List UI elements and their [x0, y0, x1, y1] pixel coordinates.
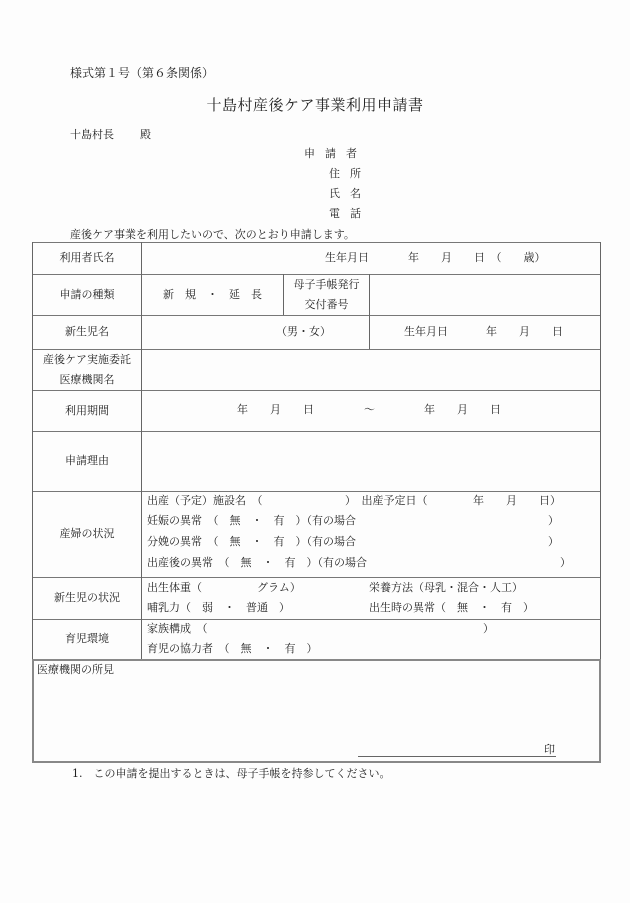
addressee — [70, 126, 151, 142]
form-number: 様式第１号（第６条関係） — [70, 66, 215, 80]
period-from[interactable]: 年 月 日 — [237, 403, 314, 416]
feeding-method[interactable]: 栄養方法（母乳・混合・人工） — [369, 581, 523, 594]
reason-field[interactable] — [142, 431, 600, 491]
postpartum-abnormal[interactable]: 出産後の異常 （ 無 ・ 有 ）（有の場合 — [147, 556, 367, 569]
application-type-options[interactable]: 新 規 ・ 延 長 — [163, 287, 262, 301]
seal-mark: 印 — [544, 743, 555, 756]
user-name-field[interactable] — [142, 242, 322, 274]
handbook-label-line1: 母子手帳発行 — [293, 277, 360, 291]
pregnancy-abnormal[interactable]: 妊娠の異常 （ 無 ・ 有 ）（有の場合 — [147, 514, 356, 527]
honorific: 殿 — [140, 128, 151, 141]
childcare-helper[interactable]: 育児の協力者 （ 無 ・ 有 ） — [147, 642, 318, 655]
signature-line[interactable] — [358, 756, 556, 757]
medical-opinion-box[interactable] — [32, 659, 601, 763]
user-name-label: 利用者氏名 — [59, 251, 115, 264]
medical-opinion-label: 医療機関の所見 — [37, 663, 114, 676]
pregnancy-abnormal-close: ） — [548, 514, 559, 527]
handbook-number-field[interactable] — [370, 274, 600, 315]
birth-abnormal[interactable]: 出生時の異常（ 無 ・ 有 ） — [369, 601, 534, 614]
newborn-birth-label: 生年月日 — [404, 325, 448, 338]
newborn-status-label: 新生児の状況 — [54, 591, 120, 604]
institution-field[interactable] — [142, 349, 600, 390]
institution-label — [33, 349, 141, 390]
postpartum-abnormal-close: ） — [560, 556, 571, 569]
handbook-label-line2: 交付番号 — [304, 297, 349, 311]
footnote: 1. この申請を提出するときは、母子手帳を持参してください。 — [72, 767, 391, 780]
newborn-name-label: 新生児名 — [65, 325, 109, 338]
reason-label: 申請理由 — [65, 454, 109, 467]
institution-label-line1: 産後ケア実施委託 — [43, 352, 131, 366]
applicant-phone-label: 電話 — [329, 207, 371, 220]
period-label: 利用期間 — [65, 403, 109, 417]
family-composition-close: ） — [483, 622, 494, 635]
application-type-label: 申請の種類 — [59, 287, 115, 301]
delivery-abnormal-close: ） — [548, 535, 559, 548]
sucking-power[interactable]: 哺乳力（ 弱 ・ 普通 ） — [147, 601, 290, 614]
delivery-abnormal[interactable]: 分娩の異常 （ 無 ・ 有 ）（有の場合 — [147, 535, 356, 548]
page-title: 十島村産後ケア事業利用申請書 — [206, 96, 424, 114]
newborn-sex[interactable]: （男・女） — [276, 325, 331, 338]
applicant-block — [304, 146, 371, 226]
user-birth-date[interactable]: 年 月 日 （ 歳） — [408, 251, 546, 264]
newborn-birth-date[interactable]: 年 月 日 — [486, 325, 563, 338]
addressee-name: 十島村長 — [70, 128, 114, 141]
family-composition[interactable]: 家族構成 （ — [147, 622, 208, 635]
user-birth-label: 生年月日 — [325, 251, 369, 264]
applicant-name-label: 氏名 — [329, 187, 371, 200]
period-to[interactable]: 年 月 日 — [424, 403, 501, 416]
mother-status-label: 産婦の状況 — [59, 527, 115, 540]
applicant-address-label: 住所 — [329, 167, 371, 180]
due-date-format[interactable]: 年 月 日） — [473, 494, 561, 507]
applicant-heading: 申請者 — [304, 147, 367, 160]
handbook-number-label — [284, 274, 369, 315]
birth-weight[interactable]: 出生体重（ グラム） — [147, 581, 301, 594]
childcare-env-label: 育児環境 — [65, 632, 109, 645]
table-border-right — [600, 242, 601, 659]
due-date-label[interactable]: ） 出産予定日（ — [345, 494, 428, 507]
intro-text: 産後ケア事業を利用したいので、次のとおり申請します。 — [70, 228, 355, 241]
birth-facility-label[interactable]: 出産（予定）施設名 （ — [147, 494, 263, 507]
period-tilde: ～ — [364, 403, 375, 416]
institution-label-line2: 医療機関名 — [59, 372, 115, 386]
